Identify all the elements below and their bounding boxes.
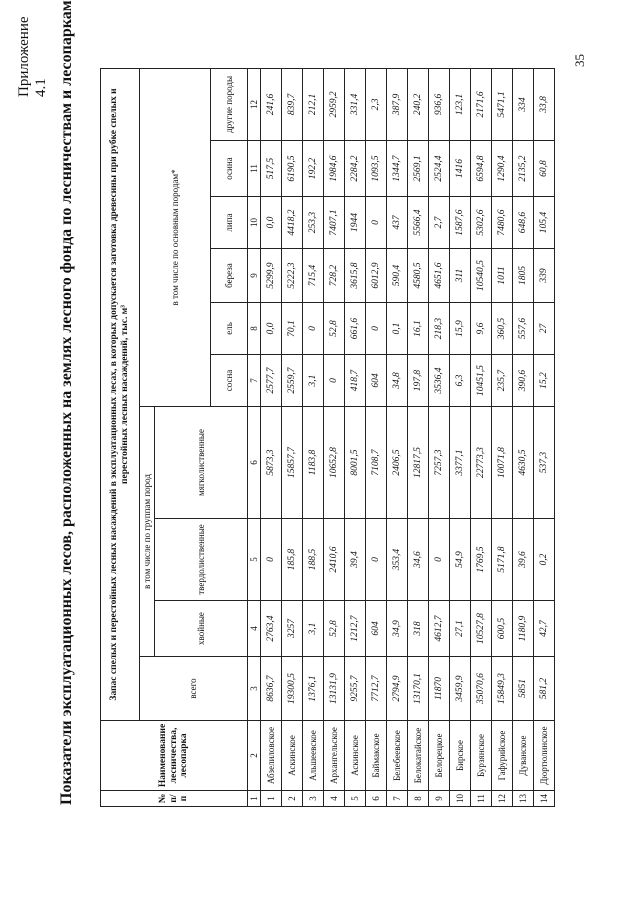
value-cell: 10527,8 [471, 601, 492, 657]
row-name: Дюртюлинское [534, 721, 555, 791]
value-cell: 1587,6 [450, 197, 471, 249]
value-cell: 15857,7 [282, 407, 303, 519]
value-cell: 5171,8 [492, 519, 513, 601]
value-cell: 10652,8 [324, 407, 345, 519]
table-row [282, 68, 303, 806]
value-cell: 1944 [345, 197, 366, 249]
value-cell: 387,9 [387, 68, 408, 140]
value-cell: 0 [324, 355, 345, 407]
value-cell: 5471,1 [492, 68, 513, 140]
subheader-aspen: осина [211, 141, 248, 197]
value-cell: 42,7 [534, 601, 555, 657]
table-row [471, 68, 492, 806]
value-cell: 0 [366, 519, 387, 601]
value-cell: 2410,6 [324, 519, 345, 601]
value-cell: 105,4 [534, 197, 555, 249]
value-cell: 1416 [450, 141, 471, 197]
table-row [324, 68, 345, 806]
subheader-other: другие породы [211, 68, 248, 140]
value-cell: 0 [366, 303, 387, 355]
value-cell: 34,8 [387, 355, 408, 407]
row-number: 14 [534, 791, 555, 807]
header-groups: в том числе по группам пород [140, 407, 155, 657]
row-number: 9 [429, 791, 450, 807]
value-cell: 6012,9 [366, 249, 387, 303]
subheader-pine: сосна [211, 355, 248, 407]
value-cell: 1093,5 [366, 141, 387, 197]
value-cell: 9,6 [471, 303, 492, 355]
row-name: Абзелиловское [261, 721, 282, 791]
value-cell: 0 [303, 303, 324, 355]
column-number: 5 [248, 519, 261, 601]
column-number: 10 [248, 197, 261, 249]
row-number: 2 [282, 791, 303, 807]
header-main: Запас спелых и перестойных лесных насаждений в эксплуатационных лесах, в которых допускается заготовка древесины при рубке спелых и перестойных лесных насаждений, тыс. м³ [101, 68, 140, 720]
value-cell: 240,2 [408, 68, 429, 140]
value-cell: 15,9 [450, 303, 471, 355]
row-number: 1 [261, 791, 282, 807]
value-cell: 839,7 [282, 68, 303, 140]
table-row [345, 68, 366, 806]
value-cell: 218,3 [429, 303, 450, 355]
value-cell: 197,8 [408, 355, 429, 407]
row-number: 12 [492, 791, 513, 807]
value-cell: 13170,1 [408, 657, 429, 721]
column-numbers-row [248, 68, 261, 806]
value-cell: 353,4 [387, 519, 408, 601]
value-cell: 581,2 [534, 657, 555, 721]
value-cell: 0,0 [261, 303, 282, 355]
table-row [450, 68, 471, 806]
appendix-label: Приложение 4.1 [16, 16, 49, 97]
row-number: 8 [408, 791, 429, 807]
row-number: 10 [450, 791, 471, 807]
value-cell: 517,5 [261, 141, 282, 197]
column-number: 9 [248, 249, 261, 303]
value-cell: 188,5 [303, 519, 324, 601]
page-number: 35 [572, 54, 587, 67]
value-cell: 5299,9 [261, 249, 282, 303]
value-cell: 34,9 [387, 601, 408, 657]
table-row [534, 68, 555, 806]
value-cell: 10451,5 [471, 355, 492, 407]
row-number: 7 [387, 791, 408, 807]
value-cell: 5302,6 [471, 197, 492, 249]
row-name: Альшеевское [303, 721, 324, 791]
row-name: Белорецкое [429, 721, 450, 791]
value-cell: 1212,7 [345, 601, 366, 657]
value-cell: 1769,5 [471, 519, 492, 601]
row-number: 5 [345, 791, 366, 807]
subheader-spruce: ель [211, 303, 248, 355]
subheader-hardwood: твердолиственные [155, 519, 248, 601]
value-cell: 1011 [492, 249, 513, 303]
value-cell: 2559,7 [282, 355, 303, 407]
value-cell: 1805 [513, 249, 534, 303]
subheader-linden: липа [211, 197, 248, 249]
column-number: 2 [248, 721, 261, 791]
row-name: Архангельское [324, 721, 345, 791]
value-cell: 6190,5 [282, 141, 303, 197]
document-title: Показатели эксплуатационных лесов, расположенных на землях лесного фонда по лесничествам и лесопаркам [58, 0, 75, 805]
value-cell: 4418,2 [282, 197, 303, 249]
table-row [387, 68, 408, 806]
value-cell: 34,6 [408, 519, 429, 601]
value-cell: 27 [534, 303, 555, 355]
value-cell: 52,8 [324, 303, 345, 355]
value-cell: 12817,5 [408, 407, 429, 519]
value-cell: 10071,8 [492, 407, 513, 519]
row-name: Аскинское [282, 721, 303, 791]
subheader-softwood: мягколиственные [155, 407, 248, 519]
value-cell: 8001,5 [345, 407, 366, 519]
value-cell: 936,6 [429, 68, 450, 140]
value-cell: 11870 [429, 657, 450, 721]
value-cell: 39,6 [513, 519, 534, 601]
value-cell: 334 [513, 68, 534, 140]
value-cell: 1180,9 [513, 601, 534, 657]
subheader-birch: береза [211, 249, 248, 303]
value-cell: 648,6 [513, 197, 534, 249]
value-cell: 3459,9 [450, 657, 471, 721]
value-cell: 4580,5 [408, 249, 429, 303]
value-cell: 212,1 [303, 68, 324, 140]
row-number: 4 [324, 791, 345, 807]
value-cell: 192,2 [303, 141, 324, 197]
row-name: Гафурийское [492, 721, 513, 791]
value-cell: 33,8 [534, 68, 555, 140]
row-name: Дуванское [513, 721, 534, 791]
value-cell: 1183,8 [303, 407, 324, 519]
value-cell: 557,6 [513, 303, 534, 355]
table-row [513, 68, 534, 806]
value-cell: 3536,4 [429, 355, 450, 407]
value-cell: 235,7 [492, 355, 513, 407]
value-cell: 2,7 [429, 197, 450, 249]
value-cell: 0,2 [534, 519, 555, 601]
value-cell: 418,7 [345, 355, 366, 407]
row-name: Бирское [450, 721, 471, 791]
row-number: 13 [513, 791, 534, 807]
value-cell: 5566,4 [408, 197, 429, 249]
row-name: Белокатайское [408, 721, 429, 791]
value-cell: 3377,1 [450, 407, 471, 519]
row-name: Баймакское [366, 721, 387, 791]
value-cell: 4612,7 [429, 601, 450, 657]
value-cell: 604 [366, 601, 387, 657]
column-number: 7 [248, 355, 261, 407]
value-cell: 7407,1 [324, 197, 345, 249]
value-cell: 1984,6 [324, 141, 345, 197]
table-row [366, 68, 387, 806]
value-cell: 537,3 [534, 407, 555, 519]
value-cell: 390,6 [513, 355, 534, 407]
value-cell: 2135,2 [513, 141, 534, 197]
value-cell: 2763,4 [261, 601, 282, 657]
value-cell: 9255,7 [345, 657, 366, 721]
table-row [492, 68, 513, 806]
value-cell: 5222,3 [282, 249, 303, 303]
value-cell: 13131,9 [324, 657, 345, 721]
row-name: Белебеевское [387, 721, 408, 791]
value-cell: 5851 [513, 657, 534, 721]
row-name: Бурзянское [471, 721, 492, 791]
value-cell: 27,1 [450, 601, 471, 657]
value-cell: 311 [450, 249, 471, 303]
value-cell: 2406,5 [387, 407, 408, 519]
column-number: 6 [248, 407, 261, 519]
value-cell: 590,4 [387, 249, 408, 303]
value-cell: 437 [387, 197, 408, 249]
value-cell: 0 [429, 519, 450, 601]
value-cell: 318 [408, 601, 429, 657]
column-number: 3 [248, 657, 261, 721]
value-cell: 1344,7 [387, 141, 408, 197]
value-cell: 3615,8 [345, 249, 366, 303]
forest-stock-table [100, 68, 555, 807]
value-cell: 22773,3 [471, 407, 492, 519]
column-number: 4 [248, 601, 261, 657]
value-cell: 0 [366, 197, 387, 249]
value-cell: 5873,3 [261, 407, 282, 519]
value-cell: 2284,2 [345, 141, 366, 197]
column-number: 8 [248, 303, 261, 355]
value-cell: 3,1 [303, 355, 324, 407]
value-cell: 2569,1 [408, 141, 429, 197]
header-no: № п/п [101, 791, 248, 807]
header-total: всего [140, 657, 248, 721]
row-name: Аскинское [345, 721, 366, 791]
value-cell: 8636,7 [261, 657, 282, 721]
value-cell: 661,6 [345, 303, 366, 355]
value-cell: 2171,6 [471, 68, 492, 140]
value-cell: 253,3 [303, 197, 324, 249]
table-row [261, 68, 282, 806]
header-name: Наименование лесничества, лесопарка [101, 721, 248, 791]
table-row [303, 68, 324, 806]
value-cell: 2,3 [366, 68, 387, 140]
row-number: 3 [303, 791, 324, 807]
value-cell: 604 [366, 355, 387, 407]
value-cell: 339 [534, 249, 555, 303]
value-cell: 70,1 [282, 303, 303, 355]
value-cell: 1376,1 [303, 657, 324, 721]
value-cell: 7480,6 [492, 197, 513, 249]
value-cell: 52,8 [324, 601, 345, 657]
value-cell: 1290,4 [492, 141, 513, 197]
value-cell: 2524,4 [429, 141, 450, 197]
value-cell: 3257 [282, 601, 303, 657]
column-number: 12 [248, 68, 261, 140]
value-cell: 2959,2 [324, 68, 345, 140]
value-cell: 6,3 [450, 355, 471, 407]
value-cell: 600,5 [492, 601, 513, 657]
value-cell: 16,1 [408, 303, 429, 355]
value-cell: 241,6 [261, 68, 282, 140]
value-cell: 185,8 [282, 519, 303, 601]
value-cell: 331,4 [345, 68, 366, 140]
value-cell: 0 [261, 519, 282, 601]
table-row [429, 68, 450, 806]
value-cell: 39,4 [345, 519, 366, 601]
value-cell: 15,2 [534, 355, 555, 407]
value-cell: 2794,9 [387, 657, 408, 721]
value-cell: 7712,7 [366, 657, 387, 721]
value-cell: 0,0 [261, 197, 282, 249]
value-cell: 4630,5 [513, 407, 534, 519]
value-cell: 360,5 [492, 303, 513, 355]
value-cell: 7257,3 [429, 407, 450, 519]
value-cell: 6594,8 [471, 141, 492, 197]
table-row [408, 68, 429, 806]
column-number: 1 [248, 791, 261, 807]
value-cell: 15849,3 [492, 657, 513, 721]
value-cell: 0,1 [387, 303, 408, 355]
value-cell: 728,2 [324, 249, 345, 303]
value-cell: 19300,5 [282, 657, 303, 721]
row-number: 11 [471, 791, 492, 807]
subheader-coniferous: хвойные [155, 601, 248, 657]
row-number: 6 [366, 791, 387, 807]
value-cell: 7108,7 [366, 407, 387, 519]
value-cell: 60,8 [534, 141, 555, 197]
value-cell: 10540,5 [471, 249, 492, 303]
value-cell: 4651,6 [429, 249, 450, 303]
value-cell: 54,9 [450, 519, 471, 601]
column-number: 11 [248, 141, 261, 197]
value-cell: 715,4 [303, 249, 324, 303]
value-cell: 35070,6 [471, 657, 492, 721]
header-species: в том числе по основным породам* [140, 68, 211, 406]
value-cell: 123,1 [450, 68, 471, 140]
value-cell: 3,1 [303, 601, 324, 657]
value-cell: 2577,7 [261, 355, 282, 407]
